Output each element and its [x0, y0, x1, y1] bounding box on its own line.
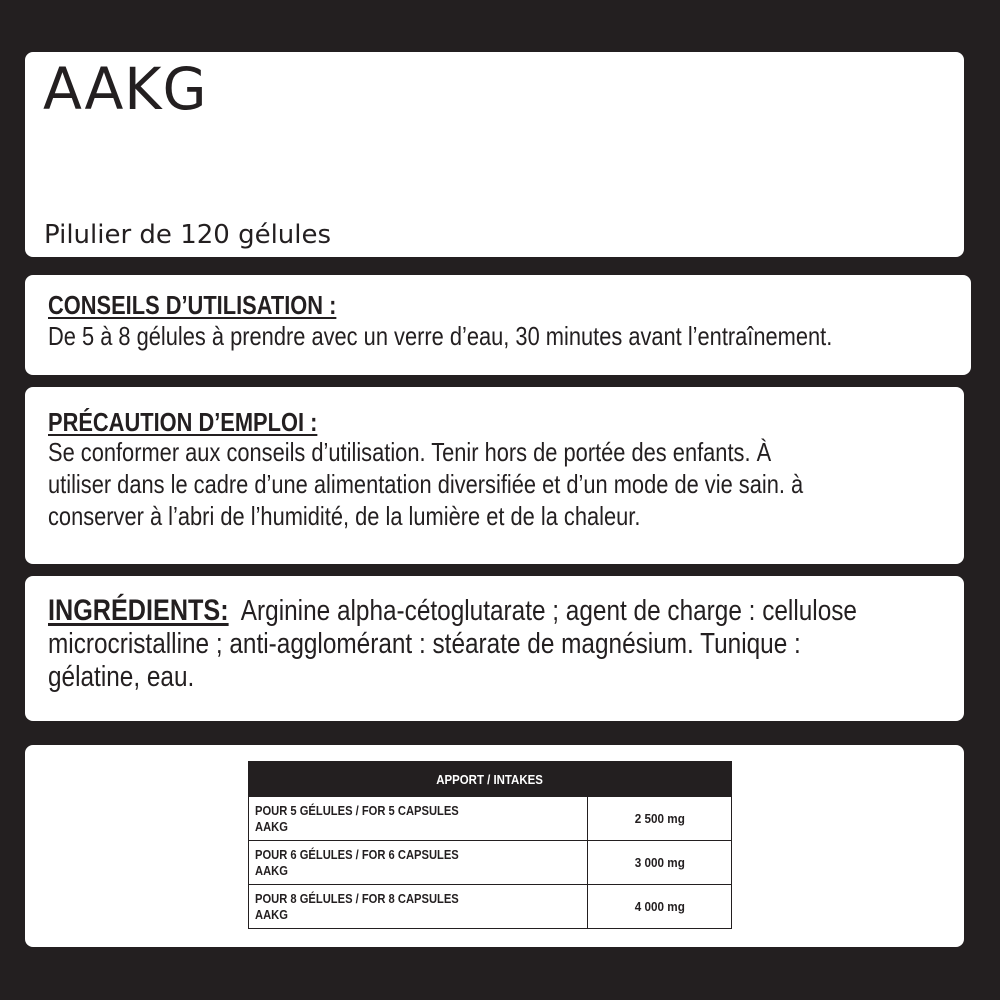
product-title: AAKG: [43, 55, 208, 123]
intakes-header-text: APPORT / INTAKES: [436, 771, 544, 787]
intake-label-line2: AAKG: [255, 906, 288, 922]
precaution-line: conserver à l’abri de l’humidité, de la lumière et de la chaleur.: [48, 501, 641, 531]
precaution-line: Se conformer aux conseils d’utilisation. Tenir hors de portée des enfants. À: [48, 437, 772, 467]
intake-label-line1: POUR 6 GÉLULES / FOR 6 CAPSULES: [255, 846, 459, 862]
table-row: [249, 841, 732, 885]
intake-value: 2 500 mg: [634, 810, 685, 826]
intake-label-line2: AAKG: [255, 862, 288, 878]
precaution-card: [25, 387, 964, 564]
ingredients-line: gélatine, eau.: [48, 661, 195, 693]
intakes-header: [249, 762, 732, 797]
ingredients-line: microcristalline ; anti-agglomérant : stéarate de magnésium. Tunique :: [48, 628, 801, 660]
ingredients-heading: INGRÉDIENTS:: [48, 594, 229, 627]
precaution-text: [48, 436, 803, 532]
intakes-card: [25, 745, 964, 947]
intake-label-cell: [249, 797, 588, 841]
usage-advice-card: [25, 275, 971, 375]
precaution-heading: PRÉCAUTION D’EMPLOI :: [48, 407, 318, 437]
table-row: [249, 797, 732, 841]
intake-label-line1: POUR 5 GÉLULES / FOR 5 CAPSULES: [255, 802, 459, 818]
ingredients-card: [25, 576, 964, 721]
intake-value-cell: [588, 797, 732, 841]
intake-label-cell: [249, 885, 588, 929]
table-row: [249, 885, 732, 929]
intake-value: 4 000 mg: [634, 898, 685, 914]
intake-label-line1: POUR 8 GÉLULES / FOR 8 CAPSULES: [255, 890, 459, 906]
product-subtitle: Pilulier de 120 gélules: [44, 220, 332, 250]
intake-value: 3 000 mg: [634, 854, 685, 870]
precaution-line: utiliser dans le cadre d’une alimentation diversifiée et d’un mode de vie sain. à: [48, 469, 804, 499]
intakes-header-row: [249, 762, 732, 797]
intake-label-cell: [249, 841, 588, 885]
usage-advice-heading: CONSEILS D’UTILISATION :: [48, 290, 337, 320]
intake-value-cell: [588, 885, 732, 929]
intake-label: [255, 803, 459, 835]
usage-advice-text: De 5 à 8 gélules à prendre avec un verre d’eau, 30 minutes avant l’entraînement.: [48, 321, 833, 351]
ingredients-text: Arginine alpha-cétoglutarate ; agent de charge : cellulose: [240, 595, 857, 627]
intake-label: [255, 891, 459, 923]
ingredients-line: [48, 594, 857, 628]
intake-value-cell: [588, 841, 732, 885]
intake-label-line2: AAKG: [255, 818, 288, 834]
usage-advice-section: [48, 292, 832, 352]
ingredients-section: [48, 594, 857, 694]
intakes-table: [248, 761, 732, 929]
precaution-section: [48, 409, 803, 532]
product-title-card: [25, 52, 964, 257]
intake-label: [255, 847, 459, 879]
